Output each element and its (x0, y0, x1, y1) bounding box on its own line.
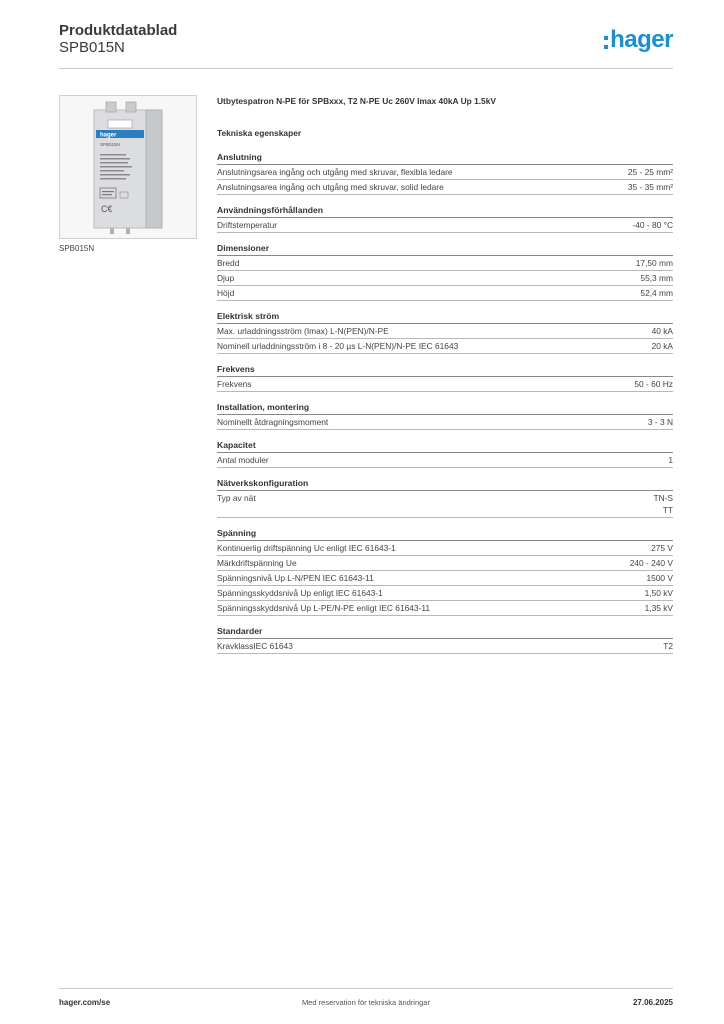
spec-label: KravklassIEC 61643 (217, 641, 293, 651)
surge-cartridge-icon (60, 96, 196, 238)
section-title: Kapacitet (217, 440, 673, 453)
spec-value-line: -40 - 80 °C (632, 220, 673, 230)
spec-value-line: 3 - 3 N (647, 417, 673, 427)
spec-value-line: 25 - 25 mm² (627, 167, 673, 177)
logo-dots-icon (604, 36, 608, 49)
spec-value (648, 416, 673, 428)
section-title: Installation, montering (217, 402, 673, 415)
spec-label: Spänningsskyddsnivå Up enligt IEC 61643-1 (217, 588, 383, 598)
spec-value-line: 1 (668, 455, 673, 465)
svg-text:C€: C€ (101, 204, 113, 214)
spec-value-line: 1500 V (646, 573, 673, 583)
spec-label: Nominellt åtdragningsmoment (217, 417, 329, 427)
spec-value (628, 166, 673, 178)
cartridge-brand-label: hager (100, 132, 117, 139)
spec-value-line: 275 V (651, 543, 673, 553)
spec-label: Anslutningsarea ingång och utgång med skruvar, solid ledare (217, 182, 444, 192)
spec-label: Nominell urladdningsström i 8 - 20 µs L-N(PEN)/N-PE IEC 61643 (217, 341, 459, 351)
spec-row (217, 415, 673, 430)
spec-row (217, 165, 673, 180)
spec-row (217, 256, 673, 271)
spec-value (663, 640, 673, 652)
page-header (59, 20, 673, 69)
spec-section (217, 626, 673, 654)
spec-value (668, 454, 673, 466)
spec-row (217, 571, 673, 586)
spec-label: Märkdriftspänning Ue (217, 558, 297, 568)
section-title: Anslutning (217, 152, 673, 165)
spec-value-line: 240 - 240 V (629, 558, 673, 568)
spec-label: Anslutningsarea ingång och utgång med skruvar, flexibla ledare (217, 167, 453, 177)
spec-value-line: 52,4 mm (640, 288, 673, 298)
spec-value (651, 542, 673, 554)
spec-value-line: 35 - 35 mm² (627, 182, 673, 192)
spec-label: Antal moduler (217, 455, 269, 465)
spec-label: Spänningsnivå Up L-N/PEN IEC 61643-11 (217, 573, 374, 583)
spec-row (217, 601, 673, 616)
spec-value (645, 602, 673, 614)
spec-value (645, 587, 673, 599)
spec-value-line: 50 - 60 Hz (634, 379, 673, 389)
spec-section (217, 311, 673, 354)
spec-row (217, 541, 673, 556)
spec-row (217, 491, 673, 518)
page-footer (59, 988, 673, 1013)
hager-logo (604, 26, 673, 54)
footer-note: Med reservation för tekniska ändringar (302, 998, 430, 1007)
spec-value (632, 219, 673, 231)
spec-value (630, 557, 673, 569)
spec-section (217, 205, 673, 233)
section-title: Standarder (217, 626, 673, 639)
spec-value-line: T2 (663, 641, 673, 651)
product-details (217, 96, 673, 664)
spec-section (217, 478, 673, 518)
spec-row (217, 377, 673, 392)
section-title: Dimensioner (217, 243, 673, 256)
spec-value-line: TN-S (653, 493, 673, 503)
tech-heading: Tekniska egenskaper (217, 128, 302, 138)
spec-label: Max. urladdningsström (Imax) L-N(PEN)/N-PE (217, 326, 389, 336)
document-title: Produktdatablad (59, 22, 178, 39)
spec-value (640, 287, 673, 299)
spec-label: Bredd (217, 258, 240, 268)
spec-value-line: 1,50 kV (644, 588, 673, 598)
section-title: Användningsförhållanden (217, 205, 673, 218)
product-code: SPB015N (59, 39, 125, 56)
spec-value-line: 55,3 mm (640, 273, 673, 283)
image-caption: SPB015N (59, 244, 95, 253)
spec-sections (217, 152, 673, 654)
spec-row (217, 218, 673, 233)
spec-section (217, 243, 673, 301)
spec-value-line: 40 kA (651, 326, 673, 336)
footer-website: hager.com/se (59, 998, 111, 1007)
product-description: Utbytespatron N-PE för SPBxxx, T2 N-PE Uc 260V Imax 40kA Up 1.5kV (217, 96, 496, 106)
spec-value (652, 325, 673, 337)
section-title: Elektrisk ström (217, 311, 673, 324)
footer-date: 27.06.2025 (632, 998, 673, 1007)
spec-value-line: 17,50 mm (635, 258, 673, 268)
product-image (59, 95, 197, 239)
spec-value (640, 272, 673, 284)
spec-value (652, 340, 673, 352)
spec-row (217, 180, 673, 195)
spec-row (217, 324, 673, 339)
spec-row (217, 639, 673, 654)
spec-value-line: TT (662, 505, 673, 515)
spec-row (217, 339, 673, 354)
spec-value-line: 1,35 kV (644, 603, 673, 613)
spec-label: Driftstemperatur (217, 220, 278, 230)
spec-value-line: 20 kA (651, 341, 673, 351)
section-title: Spänning (217, 528, 673, 541)
spec-row (217, 556, 673, 571)
spec-row (217, 286, 673, 301)
spec-section (217, 152, 673, 195)
spec-section (217, 402, 673, 430)
section-title: Nätverkskonfiguration (217, 478, 673, 491)
spec-section (217, 364, 673, 392)
spec-label: Djup (217, 273, 235, 283)
cartridge-code-label: SPB015N (100, 142, 120, 147)
spec-section (217, 528, 673, 616)
spec-value (653, 492, 673, 516)
spec-value (634, 378, 673, 390)
spec-section (217, 440, 673, 468)
spec-label: Spänningsskyddsnivå Up L-PE/N-PE enligt IEC 61643-11 (217, 603, 431, 613)
spec-row (217, 453, 673, 468)
section-title: Frekvens (217, 364, 673, 377)
logo-text: hager (610, 26, 673, 53)
spec-label: Frekvens (217, 379, 252, 389)
spec-row (217, 271, 673, 286)
spec-value (628, 181, 673, 193)
spec-row (217, 586, 673, 601)
spec-value (646, 572, 673, 584)
spec-label: Kontinuerlig driftspänning Uc enligt IEC 61643-1 (217, 543, 396, 553)
spec-label: Typ av nät (217, 493, 256, 503)
spec-value (636, 257, 673, 269)
spec-label: Höjd (217, 288, 235, 298)
